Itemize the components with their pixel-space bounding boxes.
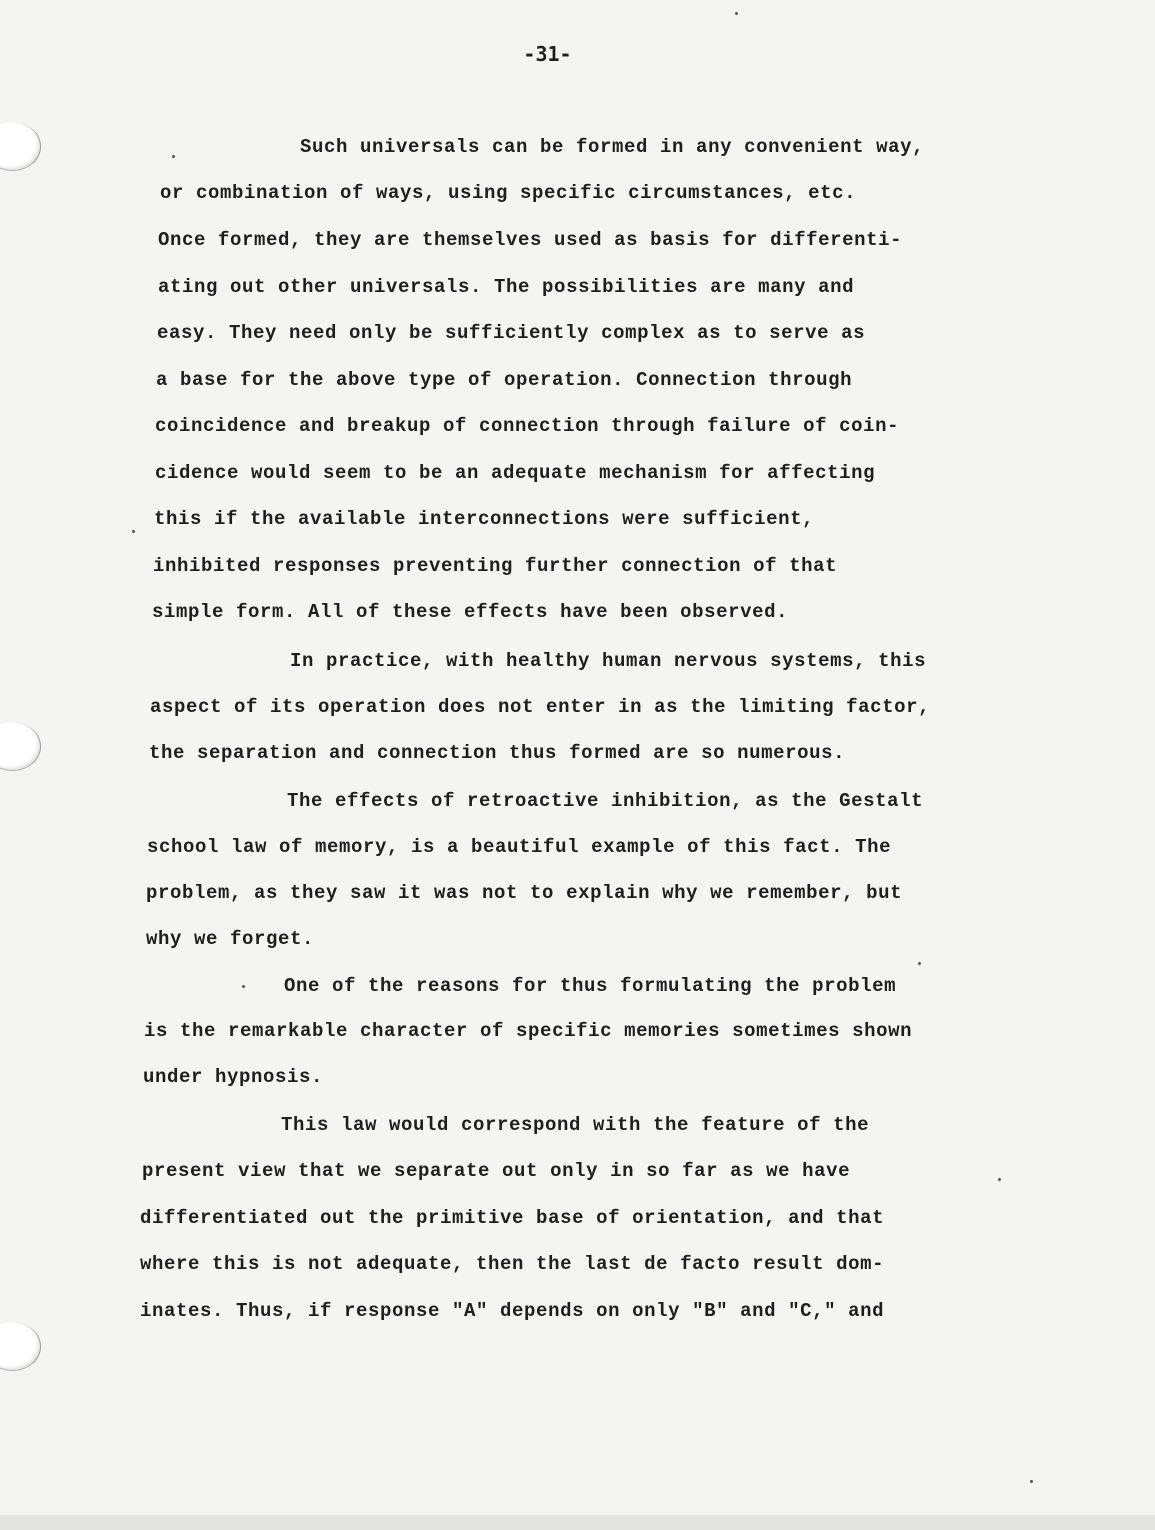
text-line: Such universals can be formed in any convenient way, xyxy=(300,136,925,158)
text-line: is the remarkable character of specific memories sometimes shown xyxy=(144,1020,913,1042)
text-line: the separation and connection thus formed are so numerous. xyxy=(149,742,846,764)
text-line: present view that we separate out only in so far as we have xyxy=(142,1160,851,1182)
punch-hole-bottom xyxy=(0,1322,41,1371)
text-line: why we forget. xyxy=(146,928,315,950)
text-line: This law would correspond with the feature of the xyxy=(281,1114,870,1136)
paper-speck xyxy=(172,155,175,158)
punch-hole-top xyxy=(0,122,41,171)
text-line: inates. Thus, if response "A" depends on only "B" and "C," and xyxy=(140,1300,885,1322)
text-line: or combination of ways, using specific circumstances, etc. xyxy=(160,182,857,204)
text-line: this if the available interconnections were sufficient, xyxy=(154,508,815,530)
text-line: differentiated out the primitive base of orientation, and that xyxy=(140,1207,885,1229)
paper-speck xyxy=(998,1178,1001,1181)
paper-speck xyxy=(132,530,135,533)
text-line: In practice, with healthy human nervous systems, this xyxy=(290,650,927,672)
text-line: easy. They need only be sufficiently complex as to serve as xyxy=(157,322,866,344)
paper-speck xyxy=(735,12,738,15)
text-line: simple form. All of these effects have been observed. xyxy=(152,601,789,623)
paper-speck xyxy=(242,985,245,988)
text-line: aspect of its operation does not enter in as the limiting factor, xyxy=(150,696,931,718)
text-line: under hypnosis. xyxy=(143,1066,324,1088)
text-line: school law of memory, is a beautiful example of this fact. The xyxy=(147,836,892,858)
text-line: coincidence and breakup of connection through failure of coin- xyxy=(155,415,900,437)
text-line: One of the reasons for thus formulating the problem xyxy=(284,975,897,997)
text-line: a base for the above type of operation. Connection through xyxy=(156,369,853,391)
text-line: where this is not adequate, then the last de facto result dom- xyxy=(140,1253,885,1275)
text-line: inhibited responses preventing further connection of that xyxy=(153,555,838,577)
text-line: Once formed, they are themselves used as basis for differenti- xyxy=(158,229,903,251)
text-line: problem, as they saw it was not to explain why we remember, but xyxy=(146,882,903,904)
paper-speck xyxy=(1030,1480,1033,1483)
text-line: The effects of retroactive inhibition, as the Gestalt xyxy=(287,790,924,812)
paper-speck xyxy=(918,962,921,965)
punch-hole-middle xyxy=(0,722,41,771)
page-bottom-edge xyxy=(0,1515,1155,1530)
text-line: ating out other universals. The possibilities are many and xyxy=(158,276,855,298)
text-line: cidence would seem to be an adequate mechanism for affecting xyxy=(155,462,876,484)
page-number: -31- xyxy=(523,42,572,66)
